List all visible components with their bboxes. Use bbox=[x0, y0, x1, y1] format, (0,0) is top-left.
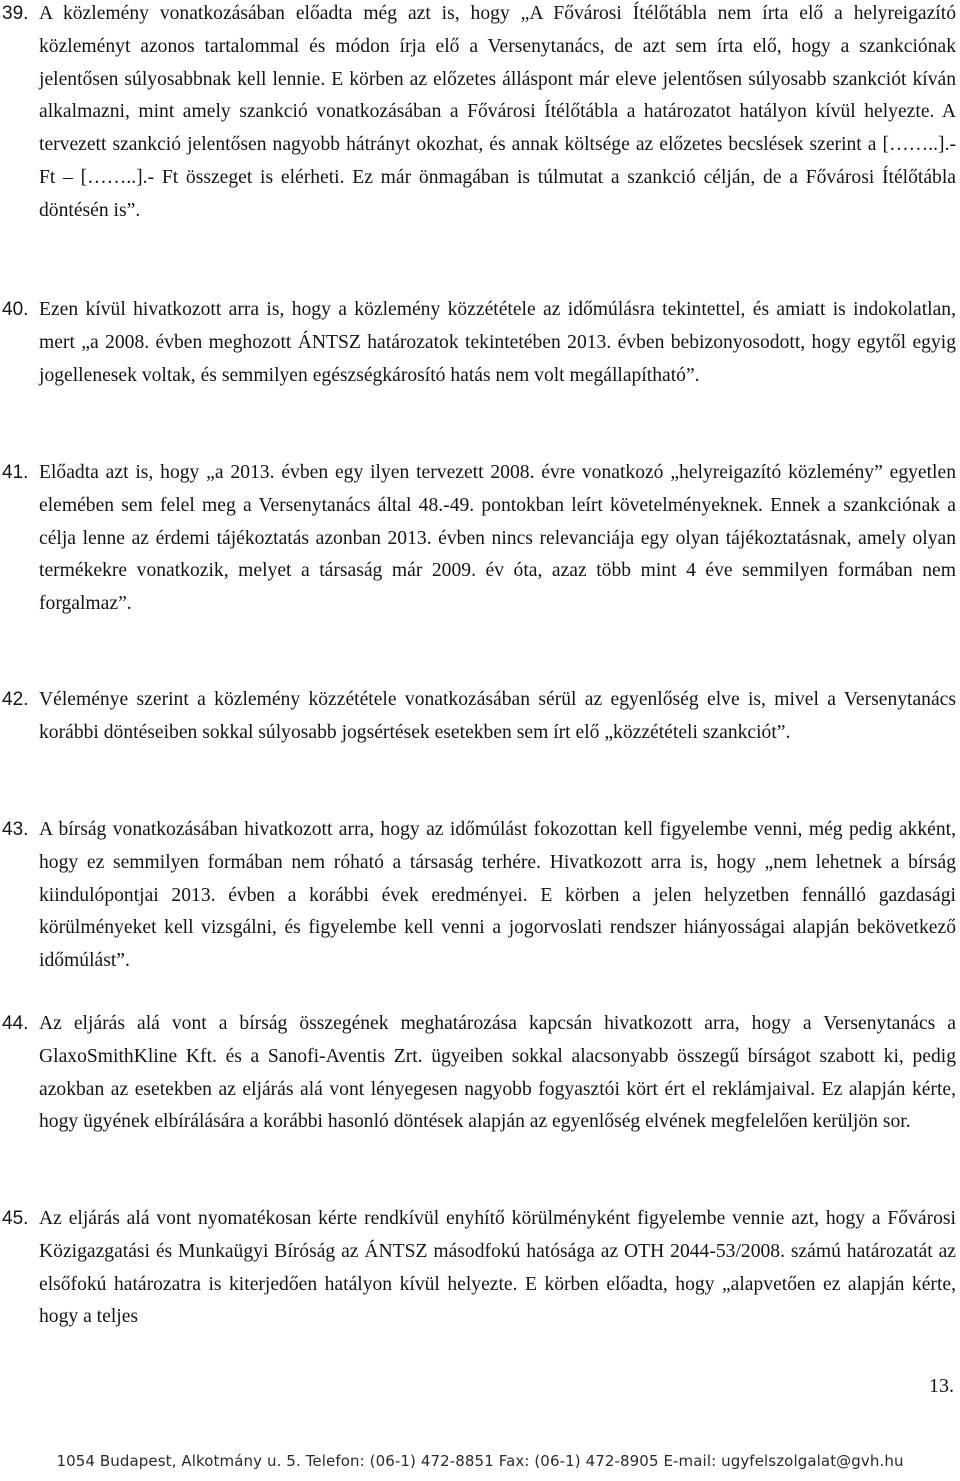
paragraph-44 bbox=[0, 1008, 960, 1139]
paragraph-39 bbox=[0, 0, 960, 228]
paragraph-42 bbox=[0, 684, 960, 750]
paragraph-40 bbox=[0, 294, 960, 392]
paragraph-number: 44. bbox=[2, 1013, 29, 1034]
paragraph-number: 41. bbox=[2, 462, 29, 483]
paragraph-number: 40. bbox=[2, 299, 29, 320]
paragraph-text: A közlemény vonatkozásában előadta még azt is, hogy „A Fővárosi Ítélőtábla nem írta elő a helyreigazító közleményt azonos tartalommal és módon írja elő a Versenytanács, de azt sem írta elő, hogy a szankciónak jelentősen súlyosabbnak kell lennie. E körben az előzetes álláspont már eleve jelentősen súlyosabb szankciót kíván alkalmazni, mint amely szankció vonatkozásában a Fővárosi Ítélőtábla a határozatot hatályon kívül helyezte. A tervezett szankció jelentősen nagyobb hátrányt okozhat, és annak költsége az előzetes becslések szerint a [……..].- Ft – [……..].- Ft összeget is elérheti. Ez már önmagában is túlmutat a szankció célján, de a Fővárosi Ítélőtábla döntésén is”. bbox=[39, 3, 956, 221]
paragraph-text: Véleménye szerint a közlemény közzététele vonatkozásában sérül az egyenlőség elve is, mivel a Versenytanács korábbi döntéseiben sokkal súlyosabb jogsértések esetekben sem írt elő „közzétételi szankciót”. bbox=[39, 689, 956, 743]
paragraph-number: 39. bbox=[2, 3, 29, 24]
paragraph-number: 45. bbox=[2, 1208, 29, 1229]
paragraph-41 bbox=[0, 457, 960, 621]
footer-contact: 1054 Budapest, Alkotmány u. 5. Telefon: (06-1) 472-8851 Fax: (06-1) 472-8905 E-mail: ugyfelszolgalat@gvh.hu bbox=[56, 1452, 904, 1470]
paragraph-43 bbox=[0, 814, 960, 978]
paragraph-text: Ezen kívül hivatkozott arra is, hogy a közlemény közzététele az időmúlásra tekintettel, és amiatt is indokolatlan, mert „a 2008. évben meghozott ÁNTSZ határozatok tekintetében 2013. évben bebizonyosodott, hogy egytől egyig jogellenesek voltak, és semmilyen egészségkárosító hatás nem volt megállapítható”. bbox=[39, 299, 956, 386]
paragraph-text: Az eljárás alá vont a bírság összegének meghatározása kapcsán hivatkozott arra, hogy a Versenytanács a GlaxoSmithKline Kft. és a Sanofi-Aventis Zrt. ügyeiben sokkal alacsonyabb összegű bírságot szabott ki, pedig azokban az esetekben az eljárás alá vont lényegesen nagyobb fogyasztói kört ért el reklámjaival. Ez alapján kérte, hogy ügyének elbírálására a korábbi hasonló döntések alapján az egyenlőség elvének megfelelően kerüljön sor. bbox=[39, 1013, 956, 1133]
paragraph-text: Előadta azt is, hogy „a 2013. évben egy ilyen tervezett 2008. évre vonatkozó „helyreigazító közlemény” egyetlen elemében sem felel meg a Versenytanács által 48.-49. pontokban leírt követelményeknek. Ennek a szankciónak a célja lenne az érdemi tájékoztatás azonban 2013. évben nincs relevanciája egy olyan tájékoztatásnak, amely olyan termékekre vonatkozik, melyet a társaság már 2009. év óta, azaz több mint 4 éve semmilyen formában nem forgalmaz”. bbox=[39, 462, 956, 615]
paragraph-text: A bírság vonatkozásában hivatkozott arra, hogy az időmúlást fokozottan kell figyelembe venni, még pedig akként, hogy ez semmilyen formában nem róható a társaság terhére. Hivatkozott arra is, hogy „nem lehetnek a bírság kiindulópontjai 2013. évben a korábbi évek eredményei. E körben a jelen helyzetben fennálló gazdasági körülményeket kell vizsgálni, és figyelembe kell venni a jogorvoslati rendszer hiányosságai alapján bekövetkező időmúlást”. bbox=[39, 819, 956, 972]
paragraph-number: 42. bbox=[2, 689, 29, 710]
paragraph-45 bbox=[0, 1203, 960, 1334]
paragraph-number: 43. bbox=[2, 819, 29, 840]
paragraph-text: Az eljárás alá vont nyomatékosan kérte rendkívül enyhítő körülményként figyelembe vennie azt, hogy a Fővárosi Közigazgatási és Munkaügyi Bíróság az ÁNTSZ másodfokú hatósága az OTH 2044-53/2008. számú határozatát az elsőfokú határozatra is kiterjedően hatályon kívül helyezte. E körben előadta, hogy „alapvetően ez alapján kérte, hogy a teljes bbox=[39, 1208, 956, 1328]
page-number: 13. bbox=[929, 1375, 954, 1397]
